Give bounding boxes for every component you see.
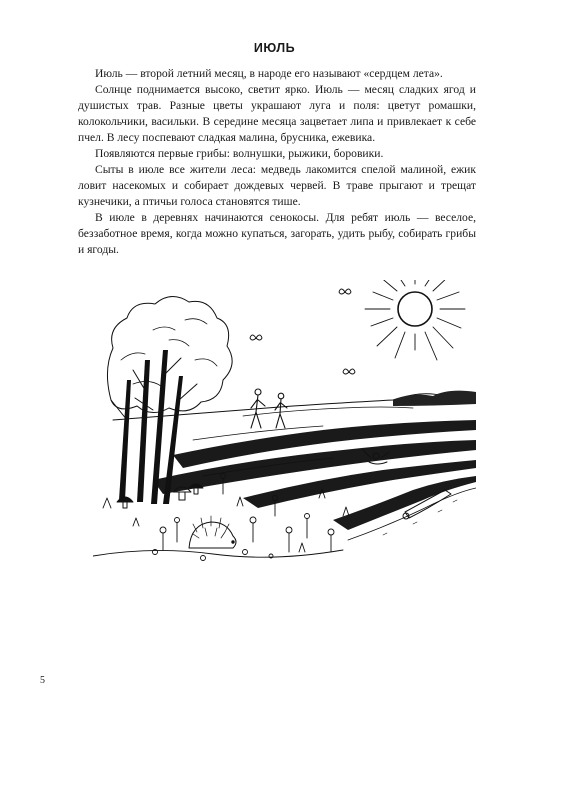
paragraph-2: Солнце поднимается высоко, светит ярко. Июль — месяц сладких ягод и душистых трав. Разные цветы украшают луга и поля: цветут ромашки, колокольчики, васильки. В середине месяца зацветает липа и привлекает к себе пчел. В лесу поспевают сладкая малина, брусника, ежевика. bbox=[78, 83, 476, 144]
paragraph-4: Сыты в июле все жители леса: медведь лакомится спелой малиной, ежик ловит насекомых и собирает дождевых червей. В траве прыгают и трещат кузнечики, а птичьи голоса становятся тише. bbox=[78, 163, 476, 208]
summer-landscape-illustration bbox=[93, 280, 476, 562]
page-number: 5 bbox=[40, 675, 45, 686]
butterfly-icon bbox=[250, 289, 355, 374]
walking-people-icon bbox=[251, 389, 287, 428]
paragraph-1: Июль — второй летний месяц, в народе его называют «сердцем лета». bbox=[95, 67, 443, 80]
paragraph-5: В июле в деревнях начинаются сенокосы. Для ребят июль — веселое, беззаботное время, когда можно купаться, загорать, удить рыбу, собирать грибы и ягоды. bbox=[78, 211, 476, 256]
page-title: ИЮЛЬ bbox=[253, 41, 296, 55]
sun-icon bbox=[365, 280, 465, 360]
paragraph-3: Появляются первые грибы: волнушки, рыжики, боровики. bbox=[95, 147, 384, 160]
hedgehog-icon bbox=[189, 516, 236, 548]
body-text bbox=[78, 66, 476, 258]
